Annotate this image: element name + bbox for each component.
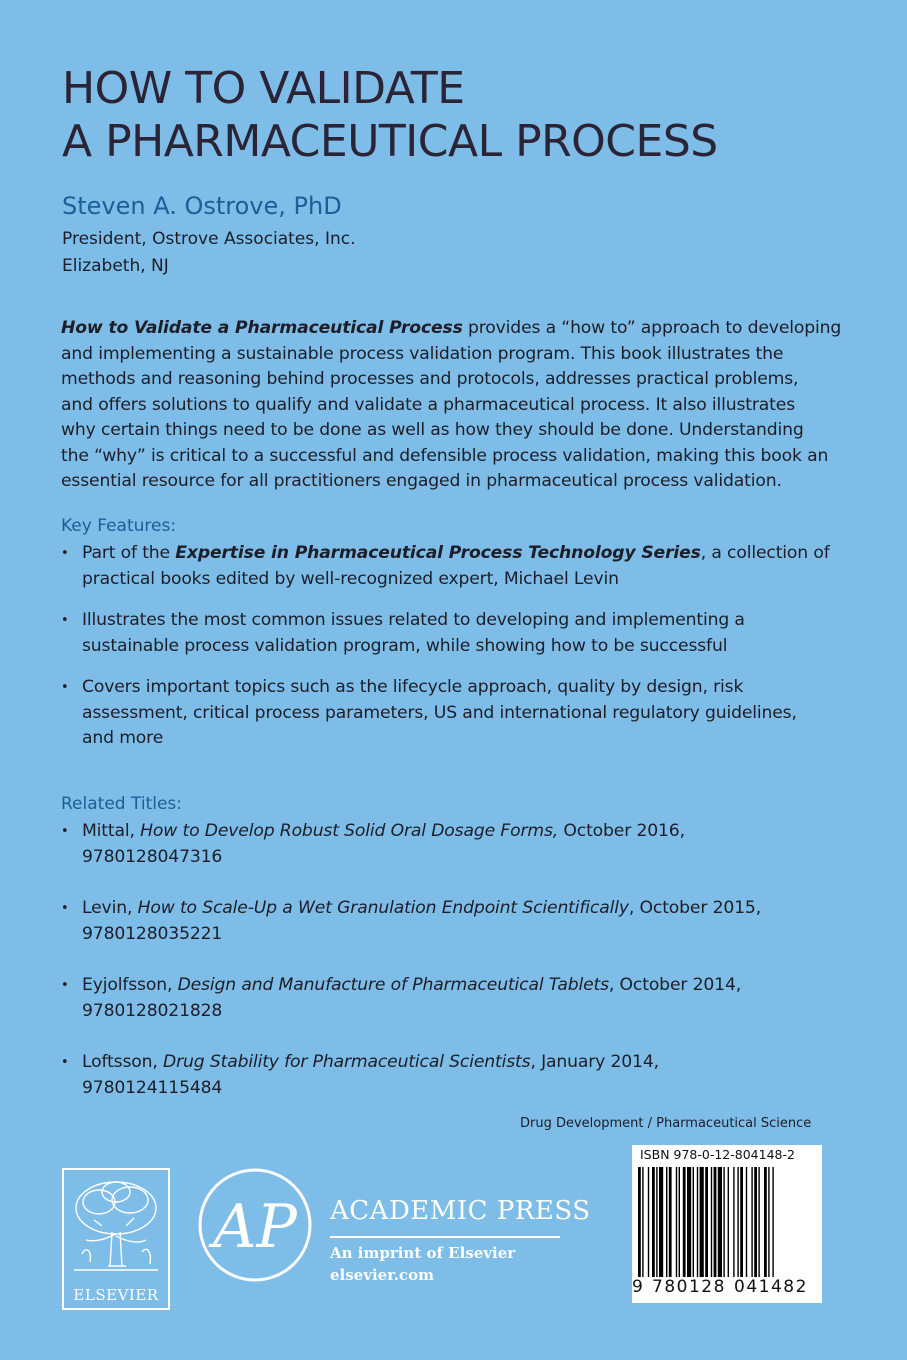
barcode-digit-group-2: 041482 [734, 1277, 808, 1297]
description-line: why certain things need to be done as well as how they should be done. Understanding [61, 420, 804, 440]
description-line [61, 316, 851, 342]
isbn-barcode [632, 1145, 822, 1303]
barcode-bar [705, 1167, 708, 1277]
key-features-heading: Key Features: [61, 516, 177, 536]
related-title-item [61, 1050, 851, 1101]
barcode-bars [638, 1167, 816, 1279]
academic-press-monogram-icon [195, 1165, 315, 1285]
barcode-bar [758, 1167, 759, 1277]
feature-text: sustainable process validation program, while showing how to be successful [82, 635, 728, 656]
bullet-icon: • [61, 901, 69, 916]
barcode-bar [723, 1167, 724, 1277]
feature-text: practical books edited by well-recognized expert, Michael Levin [82, 568, 619, 589]
feature-text: Covers important topics such as the lifecycle approach, quality by design, risk [82, 677, 744, 697]
barcode-bar [764, 1167, 767, 1277]
related-isbn: 9780128047316 [82, 846, 223, 867]
barcode-digit-first: 9 [632, 1277, 643, 1297]
feature-text: and more [82, 728, 164, 748]
book-title [62, 62, 862, 168]
elsevier-logo [62, 1168, 170, 1310]
description-line: essential resource for all practitioners engaged in pharmaceutical process validation. [61, 471, 782, 491]
publisher-url: elsevier.com [330, 1266, 434, 1284]
elsevier-wordmark: ELSEVIER [73, 1286, 159, 1304]
related-titles-list [61, 819, 851, 1101]
subject-category: Drug Development / Pharmaceutical Science [520, 1116, 812, 1131]
related-date: , January 2014, [530, 1052, 659, 1072]
related-titles-heading: Related Titles: [61, 794, 182, 814]
description-line: methods and reasoning behind processes and protocols, addresses practical problems, [61, 369, 799, 389]
academic-press-name: ACADEMIC PRESS [330, 1196, 591, 1226]
related-isbn: 9780128035221 [82, 923, 223, 944]
related-title: How to Develop Robust Solid Oral Dosage Forms, [140, 821, 559, 841]
barcode-bar [740, 1167, 743, 1277]
related-date: October 2016, [558, 821, 685, 841]
feature-text: Illustrates the most common issues related to developing and implementing a [82, 610, 745, 630]
barcode-bar [652, 1167, 655, 1277]
related-title: Design and Manufacture of Pharmaceutical Tablets [177, 975, 609, 995]
bullet-icon: • [61, 680, 69, 695]
barcode-bar [754, 1167, 757, 1277]
barcode-bar [718, 1167, 722, 1277]
bullet-icon: • [61, 824, 69, 839]
related-author: Eyjolfsson, [82, 975, 178, 995]
barcode-bar [642, 1167, 643, 1277]
barcode-bar [711, 1167, 712, 1277]
barcode-bar [659, 1167, 663, 1277]
bullet-icon: • [61, 546, 69, 561]
publisher-divider [330, 1236, 560, 1238]
related-author: Loftsson, [82, 1052, 164, 1072]
book-description [61, 316, 851, 495]
barcode-bar [700, 1167, 704, 1277]
isbn-label: ISBN 978-0-12-804148-2 [640, 1147, 795, 1162]
related-title-item [61, 896, 851, 947]
description-lead-title: How to Validate a Pharmaceutical Process [61, 318, 463, 338]
barcode-bar [697, 1167, 698, 1277]
feature-text: assessment, critical process parameters, US and international regulatory guidelines, [82, 702, 797, 723]
related-date: , October 2015, [628, 898, 762, 918]
barcode-bar [656, 1167, 657, 1277]
bullet-icon: • [61, 978, 69, 993]
related-title: How to Scale-Up a Wet Granulation Endpoint Scientifically [137, 898, 629, 918]
publisher-imprint: An imprint of Elsevier [330, 1244, 516, 1262]
related-title-item [61, 819, 851, 870]
barcode-bar [772, 1167, 773, 1277]
ap-monogram-text: AP [213, 1192, 297, 1262]
related-isbn: 9780124115484 [82, 1077, 223, 1098]
elsevier-tree-icon [64, 1170, 168, 1282]
author-affiliation [62, 226, 356, 280]
title-line-2: A PHARMACEUTICAL PROCESS [62, 116, 718, 167]
barcode-bar [728, 1167, 729, 1277]
barcode-digit-group-1: 780128 [652, 1277, 726, 1297]
key-feature-item [61, 541, 851, 592]
author-location: Elizabeth, NJ [62, 256, 169, 276]
barcode-bar [683, 1167, 686, 1277]
barcode-bar [714, 1167, 717, 1277]
barcode-bar [638, 1167, 641, 1277]
barcode-bar [669, 1167, 672, 1277]
barcode-bar [687, 1167, 691, 1277]
barcode-bar [676, 1167, 677, 1277]
related-author: Levin, [82, 898, 138, 918]
barcode-bar [768, 1167, 769, 1277]
barcode-bar [746, 1167, 747, 1277]
barcode-bar [679, 1167, 680, 1277]
description-line: and implementing a sustainable process validation program. This book illustrates the [61, 343, 784, 364]
barcode-bar [751, 1167, 752, 1277]
bullet-icon: • [61, 1055, 69, 1070]
barcode-bar [666, 1167, 667, 1277]
bullet-icon: • [61, 613, 69, 628]
barcode-bar [693, 1167, 694, 1277]
barcode-bar [733, 1167, 734, 1277]
title-line-1: HOW TO VALIDATE [62, 63, 465, 114]
related-author: Mittal, [82, 821, 141, 841]
author-position: President, Ostrove Associates, Inc. [62, 229, 356, 249]
description-line: the “why” is critical to a successful and defensible process validation, making this book an [61, 445, 829, 466]
key-feature-item [61, 608, 851, 659]
key-feature-item [61, 675, 851, 752]
key-features-list [61, 541, 851, 752]
related-title-item [61, 973, 851, 1024]
series-title: Expertise in Pharmaceutical Process Technology Series [175, 543, 701, 563]
barcode-bar [648, 1167, 649, 1277]
barcode-bar [737, 1167, 738, 1277]
author-name: Steven A. Ostrove, PhD [62, 192, 342, 220]
feature-text: , a collection of [700, 543, 830, 563]
related-isbn: 9780128021828 [82, 1000, 223, 1021]
description-line-1-rest: provides a “how to” approach to developing [462, 318, 842, 338]
feature-text: Part of the [82, 543, 176, 563]
description-line: and offers solutions to qualify and validate a pharmaceutical process. It also illustrates [61, 394, 796, 415]
related-date: , October 2014, [608, 975, 742, 995]
related-title: Drug Stability for Pharmaceutical Scientists [163, 1052, 531, 1072]
